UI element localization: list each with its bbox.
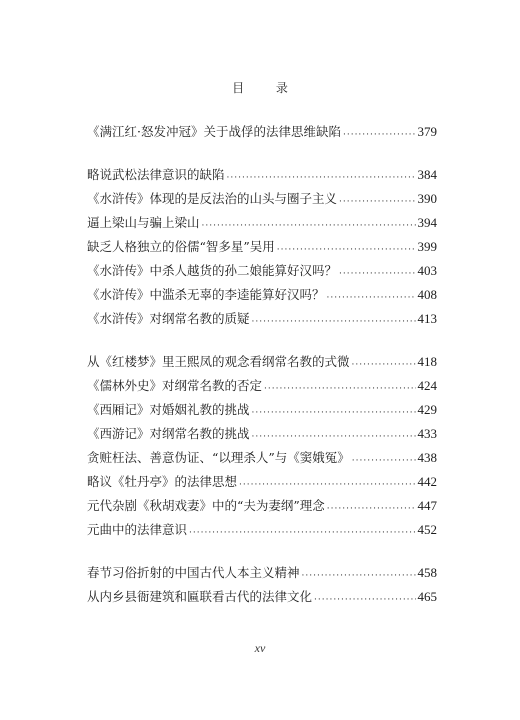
dot-leader <box>264 384 415 394</box>
dot-leader <box>314 595 415 605</box>
entry-page-number: 429 <box>417 402 437 417</box>
toc-section <box>87 350 437 542</box>
entry-page-number: 465 <box>417 589 437 604</box>
entry-page-number: 403 <box>417 263 437 278</box>
entry-page-number: 394 <box>417 215 437 230</box>
entry-page-number: 390 <box>417 191 437 206</box>
entry-title: 逼上梁山与骗上梁山 <box>87 215 200 230</box>
dot-leader <box>277 245 416 255</box>
toc-section <box>87 561 437 609</box>
entry-title: 元曲中的法律意识 <box>87 522 188 537</box>
toc-entry <box>87 518 437 542</box>
toc-entry <box>87 494 437 518</box>
dot-leader <box>352 360 416 370</box>
entry-page-number: 452 <box>417 522 437 537</box>
dot-leader <box>327 504 416 514</box>
entry-title: 春节习俗折射的中国古代人本主义精神 <box>87 565 300 580</box>
entry-page-number: 433 <box>417 426 437 441</box>
toc-entry <box>87 211 437 235</box>
dot-leader <box>252 432 416 442</box>
entry-title: 贪赃枉法、善意伪证、“以理杀人”与《窦娥冤》 <box>87 450 350 465</box>
dot-leader <box>302 571 416 581</box>
entry-title: 《水浒传》中杀人越货的孙二娘能算好汉吗？ <box>87 263 338 278</box>
entry-title: 《西游记》对纲常名教的挑战 <box>87 426 250 441</box>
page-folio: xv <box>254 641 266 655</box>
dot-leader <box>339 269 415 279</box>
dot-leader <box>227 173 416 183</box>
entry-page-number: 399 <box>417 239 437 254</box>
entry-page-number: 447 <box>417 498 437 513</box>
entry-title: 《水浒传》对纲常名教的质疑 <box>87 311 250 326</box>
entry-title: 从内乡县衙建筑和匾联看古代的法律文化 <box>87 589 313 604</box>
entry-page-number: 458 <box>417 565 437 580</box>
dot-leader <box>339 197 415 207</box>
toc-entry <box>87 307 437 331</box>
toc-entry <box>87 235 437 259</box>
toc-entry <box>87 374 437 398</box>
toc-entry <box>87 422 437 446</box>
entry-title: 《西厢记》对婚姻礼教的挑战 <box>87 402 250 417</box>
entry-page-number: 442 <box>417 474 437 489</box>
dot-leader <box>327 293 416 303</box>
toc-section <box>87 120 437 144</box>
toc-entry <box>87 259 437 283</box>
toc-entry <box>87 398 437 422</box>
dot-leader <box>343 130 416 140</box>
toc-entry <box>87 187 437 211</box>
entry-page-number: 413 <box>417 311 437 326</box>
dot-leader <box>239 480 415 490</box>
toc-entry <box>87 163 437 187</box>
dot-leader <box>352 456 416 466</box>
toc-entry <box>87 283 437 307</box>
entry-title: 从《红楼梦》里王熙凤的观念看纲常名教的式微 <box>87 354 350 369</box>
entry-page-number: 408 <box>417 287 437 302</box>
entry-title: 略说武松法律意识的缺陷 <box>87 167 225 182</box>
entry-title: 《满江红·怒发冲冠》关于战俘的法律思维缺陷 <box>87 124 341 139</box>
entry-title: 缺乏人格独立的俗儒“智多星”吴用 <box>87 239 275 254</box>
entry-title: 略议《牡丹亭》的法律思想 <box>87 474 238 489</box>
entry-page-number: 438 <box>417 450 437 465</box>
dot-leader <box>202 221 416 231</box>
dot-leader <box>252 317 416 327</box>
toc-entry <box>87 446 437 470</box>
toc-entry <box>87 120 437 144</box>
toc-entry <box>87 585 437 609</box>
entry-title: 《水浒传》中滥杀无辜的李逵能算好汉吗？ <box>87 287 325 302</box>
entry-page-number: 384 <box>417 167 437 182</box>
dot-leader <box>252 408 416 418</box>
entry-page-number: 418 <box>417 354 437 369</box>
entry-page-number: 379 <box>417 124 437 139</box>
entry-title: 《水浒传》体现的是反法治的山头与圈子主义 <box>87 191 338 206</box>
entry-page-number: 424 <box>417 378 437 393</box>
toc-entry <box>87 350 437 374</box>
dot-leader <box>189 528 415 538</box>
toc-section <box>87 163 437 331</box>
toc-entry <box>87 470 437 494</box>
entry-title: 《儒林外史》对纲常名教的否定 <box>87 378 263 393</box>
toc-list <box>87 120 437 609</box>
toc-heading: 目 录 <box>232 81 302 95</box>
entry-title: 元代杂剧《秋胡戏妻》中的“夫为妻纲”理念 <box>87 498 325 513</box>
toc-entry <box>87 561 437 585</box>
